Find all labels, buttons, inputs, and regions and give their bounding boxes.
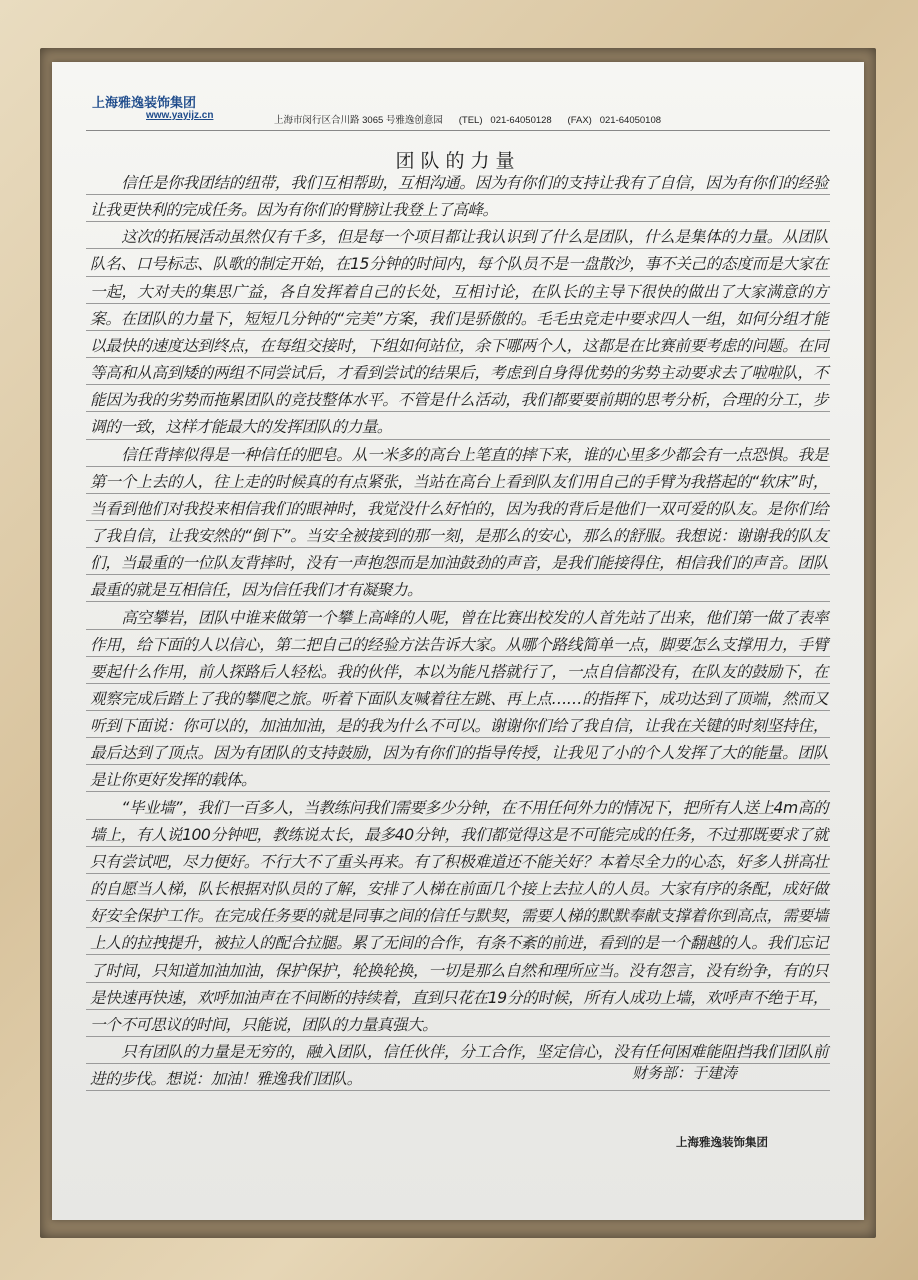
essay-paragraph: “毕业墙”，我们一百多人，当教练问我们需要多少分钟，在不用任何外力的情况下，把所有人送上4m高的墙上，有人说100分钟吧，教练说太长，最多40分钟，我们都觉得这是不可能完成的任务，不过那既要求了就只有尝试吧，尽力便好。不行大不了重头再来。有了积极难道还不能关好？本着尽全力的心态，好多人拼高壮的自愿当人梯，队长根据对队员的了解，安排了人梯在前面几个接上去拉人的人员。大家有序的条配，成好做好安全保护工作。在完成任务要的就是同事之间的信任与默契，需要人梯的默默奉献支撑着你到高点，需要墙上人的拉拽提升，被拉人的配合拉腿。累了无间的合作，有条不紊的前进，看到的是一个翻越的人。我们忘记了时间，只知道加油加油，保护保护，轮换轮换，一切是那么自然和理所应当。没有怨言，没有纷争，有的只是快速再快速，欢呼加油声在不间断的持续着，直到只花在19分的时候，所有人成功上墙，欢呼声不绝于耳，一个不可思议的时间，只能说，团队的力量真强大。 [90,798,828,1034]
letterhead-address-contact: 上海市闵行区合川路 3065 号雅逸创意园 (TEL) 021-64050128 (FAX) 021-64050108 [274,115,662,126]
essay-paragraph: 高空攀岩，团队中谁来做第一个攀上高峰的人呢，曾在比赛出校发的人首先站了出来，他们第一做了表率作用，给下面的人以信心，第二把自己的经验方法告诉大家。从哪个路线简单一点，脚要怎么支撑用力，手臂要起什么作用，前人探路后人轻松。我的伙伴，本以为能凡搭就行了，一点自信都没有，在队友的鼓励下，在观察完成后踏上了我的攀爬之旅。听着下面队友喊着往左跳、再上点……的指挥下，成功达到了顶端，然而又听到下面说：你可以的，加油加油，是的我为什么不可以。谢谢你们给了我自信，让我在关键的时刻坚持住，最后达到了顶点。因为有团队的支持鼓励，因为有你们的指导传授，让我见了小的个人发挥了大的能量。团队是让你更好发挥的载体。 [90,608,828,790]
letterhead-website: www.yayijz.cn [146,110,214,121]
essay-body [90,170,828,1093]
letter-paper [52,62,864,1220]
essay-paragraph: 信任背摔似得是一种信任的肥皂。从一米多的高台上笔直的摔下来，谁的心里多少都会有一点恐惧。我是第一个上去的人，往上走的时候真的有点紧张，当站在高台上看到队友们用自己的手臂为我搭起的“软床”时，当看到他们对我投来相信我们的眼神时，我觉没什么好怕的，因为我的背后是他们一双可爱的队友。是你们给了我自信，让我安然的“倒下”。当安全被接到的那一刻，是那么的安心，那么的舒服。我想说：谢谢我的队友们，当最重的一位队友背摔时，没有一声抱怨而是加油鼓劲的声音，是我们能接得住，相信我们的声音。团队最重的就是互相信任，因为信任我们才有凝聚力。 [90,445,828,600]
essay-paragraph: 信任是你我团结的纽带，我们互相帮助，互相沟通。因为有你们的支持让我有了自信，因为有你们的经验让我更快利的完成任务。因为有你们的臂膀让我登上了高峰。 [90,174,828,220]
author-signature: 财务部：于建涛 [632,1064,738,1082]
letterhead-company-name: 上海雅逸装饰集团 [92,95,197,110]
footer-company-name: 上海雅逸装饰集团 [676,1137,768,1149]
essay-title: 团队的力量 [395,150,521,172]
essay-paragraph: 只有团队的力量是无穷的，融入团队，信任伙伴，分工合作，坚定信心，没有任何困难能阻挡我们团队前进的步伐。想说：加油！雅逸我们团队。 [90,1043,828,1089]
essay-paragraph: 这次的拓展活动虽然仅有千多，但是每一个项目都让我认识到了什么是团队，什么是集体的力量。从团队队名、口号标志、队歌的制定开始，在15分钟的时间内，每个队员不是一盘散沙，事不关己的态度而是大家在一起，大对夫的集思广益，各自发挥着自己的长处，互相讨论，在队长的主导下很快的做出了大家满意的方案。在团队的力量下，短短几分钟的“完美”方案，我们是骄傲的。毛毛虫竞走中要求四人一组，如何分组才能以最快的速度达到终点，在每组交接时，下组如何站位，余下哪两个人，这都是在比赛前要考虑的问题。在同等高和从高到矮的两组不同尝试后，才看到尝试的结果后，考虑到自身得优势的劣势主动要求去了啦啦队，不能因为我的劣势而拖累团队的竞技整体水平。不管是什么活动，我们都要要前期的思考分析，合理的分工，步调的一致，这样才能最大的发挥团队的力量。 [90,228,828,437]
